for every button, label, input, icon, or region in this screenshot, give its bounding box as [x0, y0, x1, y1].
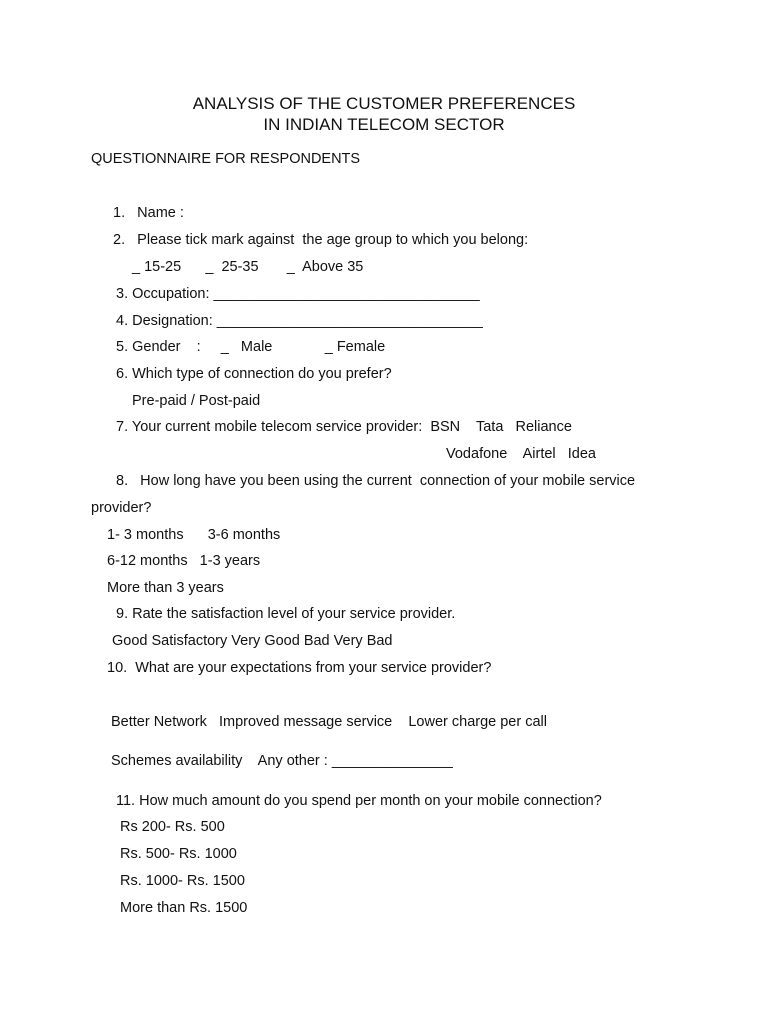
question-5: 5. Gender : _ Male _ Female: [116, 339, 386, 355]
question-11-option-1: Rs 200- Rs. 500: [120, 819, 225, 835]
question-10: 10. What are your expectations from your service provider?: [107, 660, 492, 676]
question-4: 4. Designation: _________________________________: [116, 313, 483, 329]
question-7: 7. Your current mobile telecom service provider: BSN Tata Reliance: [116, 419, 572, 435]
question-2-options: _ 15-25 _ 25-35 _ Above 35: [132, 259, 364, 275]
question-9-options: Good Satisfactory Very Good Bad Very Bad: [112, 633, 393, 649]
question-6: 6. Which type of connection do you prefer?: [116, 366, 392, 382]
question-7-options-2: Vodafone Airtel Idea: [446, 446, 596, 462]
question-2: 2. Please tick mark against the age group to which you belong:: [113, 232, 529, 248]
question-11-option-4: More than Rs. 1500: [120, 900, 248, 916]
section-subtitle: QUESTIONNAIRE FOR RESPONDENTS: [91, 151, 361, 167]
question-1: 1. Name :: [113, 205, 184, 221]
question-8-option-3: More than 3 years: [107, 580, 224, 596]
question-8-line-2: provider?: [91, 500, 152, 516]
question-8-line-1: 8. How long have you been using the current connection of your mobile service: [116, 473, 636, 489]
title-line-2: IN INDIAN TELECOM SECTOR: [263, 115, 505, 134]
question-11: 11. How much amount do you spend per month on your mobile connection?: [116, 793, 602, 809]
question-6-options: Pre-paid / Post-paid: [132, 393, 261, 409]
question-11-option-3: Rs. 1000- Rs. 1500: [120, 873, 245, 889]
question-9: 9. Rate the satisfaction level of your service provider.: [116, 606, 456, 622]
question-8-option-1: 1- 3 months 3-6 months: [107, 527, 281, 543]
title-line-1: ANALYSIS OF THE CUSTOMER PREFERENCES: [192, 94, 576, 113]
question-10-option-2: Schemes availability Any other : _______________: [111, 753, 453, 769]
question-11-option-2: Rs. 500- Rs. 1000: [120, 846, 237, 862]
question-8-option-2: 6-12 months 1-3 years: [107, 553, 261, 569]
question-3: 3. Occupation: _________________________________: [116, 286, 480, 302]
question-10-option-1: Better Network Improved message service Lower charge per call: [111, 714, 547, 730]
